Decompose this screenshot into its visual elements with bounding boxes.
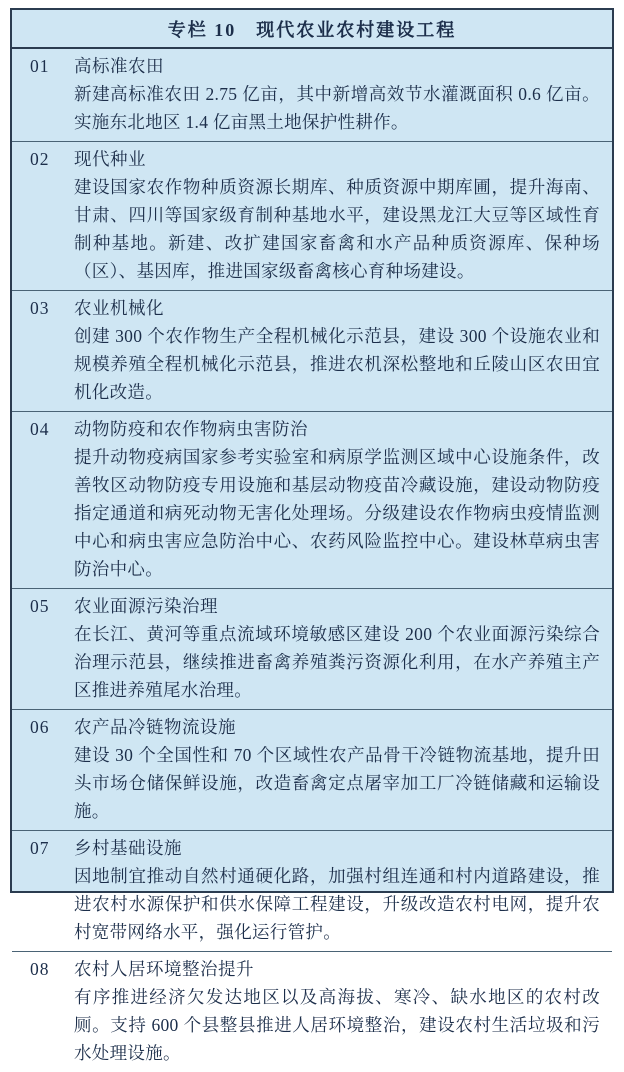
section-body: 创建 300 个农作物生产全程机械化示范县，建设 300 个设施农业和规模养殖全程机械化示范县，推进农机深松整地和丘陵山区农田宜机化改造。 [74, 326, 600, 402]
section-body: 新建高标准农田 2.75 亿亩，其中新增高效节水灌溉面积 0.6 亿亩。实施东北地区 1.4 亿亩黑土地保护性耕作。 [74, 84, 600, 132]
section-number: 03 [30, 298, 50, 318]
section-number: 05 [30, 596, 50, 616]
section-row-08 [12, 952, 612, 1072]
section-heading [30, 294, 602, 322]
infobox-panel [10, 8, 614, 1063]
section-row-05 [12, 589, 612, 710]
section-body: 在长江、黄河等重点流域环境敏感区建设 200 个农业面源污染综合治理示范县，继续推进畜禽养殖粪污资源化利用，在水产养殖主产区推进养殖尾水治理。 [74, 624, 600, 700]
section-row-04 [12, 412, 612, 589]
section-number: 07 [30, 838, 50, 858]
panel-title: 专栏 10 现代农业农村建设工程 [12, 10, 612, 49]
section-body: 有序推进经济欠发达地区以及高海拔、寒冷、缺水地区的农村改厕。支持 600 个县整县推进人居环境整治，建设农村生活垃圾和污水处理设施。 [74, 987, 600, 1063]
section-list [12, 49, 612, 1072]
section-title: 农村人居环境整治提升 [74, 959, 254, 979]
section-body: 因地制宜推动自然村通硬化路，加强村组连通和村内道路建设，推进农村水源保护和供水保障工程建设，升级改造农村电网，提升农村宽带网络水平，强化运行管护。 [74, 866, 600, 942]
section-heading [30, 52, 602, 80]
section-title: 动物防疫和农作物病虫害防治 [74, 419, 308, 439]
section-row-07 [12, 831, 612, 952]
section-number: 06 [30, 717, 50, 737]
section-title: 农产品冷链物流设施 [74, 717, 236, 737]
section-heading [30, 415, 602, 443]
section-row-01 [12, 49, 612, 142]
section-heading [30, 145, 602, 173]
section-title: 现代种业 [74, 149, 146, 169]
section-title: 农业机械化 [74, 298, 164, 318]
section-number: 08 [30, 959, 50, 979]
section-row-06 [12, 710, 612, 831]
section-heading [30, 713, 602, 741]
section-row-03 [12, 291, 612, 412]
section-row-02 [12, 142, 612, 291]
section-title: 乡村基础设施 [74, 838, 182, 858]
section-number: 04 [30, 419, 50, 439]
section-body: 建设 30 个全国性和 70 个区域性农产品骨干冷链物流基地，提升田头市场仓储保鲜设施，改造畜禽定点屠宰加工厂冷链储藏和运输设施。 [74, 745, 600, 821]
section-number: 01 [30, 56, 50, 76]
section-title: 高标准农田 [74, 56, 164, 76]
section-title: 农业面源污染治理 [74, 596, 218, 616]
section-body: 建设国家农作物种质资源长期库、种质资源中期库圃，提升海南、甘肃、四川等国家级育制种基地水平，建设黑龙江大豆等区域性育制种基地。新建、改扩建国家畜禽和水产品种质资源库、保种场（区）、基因库，推进国家级畜禽核心育种场建设。 [74, 177, 600, 281]
section-heading [30, 955, 602, 983]
section-body: 提升动物疫病国家参考实验室和病原学监测区域中心设施条件，改善牧区动物防疫专用设施和基层动物疫苗冷藏设施，建设动物防疫指定通道和病死动物无害化处理场。分级建设农作物病虫疫情监测中心和病虫害应急防治中心、农药风险监控中心。建设林草病虫害防治中心。 [74, 447, 600, 579]
section-number: 02 [30, 149, 50, 169]
section-heading [30, 834, 602, 862]
section-heading [30, 592, 602, 620]
